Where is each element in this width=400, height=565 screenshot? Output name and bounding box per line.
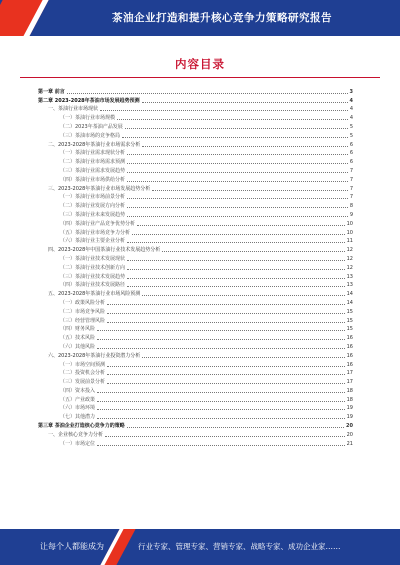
toc-dot-leader	[152, 190, 348, 191]
toc-dot-leader	[127, 269, 345, 270]
toc-entry-text: （三）经营管理风险	[60, 317, 106, 324]
toc-dot-leader	[107, 304, 345, 305]
toc-page-number: 12	[346, 247, 353, 254]
toc-dot-leader	[107, 313, 345, 314]
toc-page-number: 10	[346, 220, 353, 227]
toc-dot-leader	[107, 383, 345, 384]
toc-entry-text: 二、2023-2028年茶油行业市场需求分析	[48, 141, 141, 148]
toc-entry[interactable]	[38, 429, 353, 438]
toc-dot-leader	[127, 242, 345, 243]
toc-entry[interactable]	[38, 350, 353, 359]
toc-dot-leader	[97, 339, 345, 340]
title-divider	[20, 77, 380, 78]
toc-entry-text: 第三章 茶油企业打造核心竞争力的策略	[38, 423, 125, 430]
toc-entry[interactable]	[38, 95, 353, 104]
toc-entry-text: （五）技术风险	[60, 335, 96, 342]
footer-slogan-right: 行业专家、管理专家、营销专家、战略专家、成功企业家……	[138, 542, 341, 551]
toc-entry[interactable]	[38, 324, 353, 333]
toc-entry[interactable]	[38, 121, 353, 130]
toc-entry-text: （一）市场定位	[60, 440, 96, 447]
toc-dot-leader	[127, 207, 348, 208]
toc-entry-text: （一）茶油行业需求现状分析	[60, 150, 126, 157]
toc-entry-text: （一）茶油行业技术发展现状	[60, 255, 126, 262]
toc-dot-leader	[97, 409, 345, 410]
toc-dot-leader	[142, 146, 348, 147]
toc-entry-text: （一）政策风险分析	[60, 299, 106, 306]
toc-entry-text: （六）其他风险	[60, 343, 96, 350]
toc-page-number: 13	[346, 273, 353, 280]
toc-entry[interactable]	[38, 394, 353, 403]
toc-entry-text: （三）茶油市场的竞争格局	[60, 132, 121, 139]
toc-entry[interactable]	[38, 139, 353, 148]
toc-entry-text: 第一章 前言	[38, 88, 65, 95]
toc-entry-text: 第二章 2023-2028年茶油市场发展趋势预测	[38, 97, 140, 104]
toc-entry-text: （六）茶油行业主要企业分析	[60, 238, 126, 245]
toc-title: 内容目录	[175, 57, 225, 71]
toc-page-number: 19	[346, 405, 353, 412]
toc-page-number: 7	[349, 176, 353, 183]
toc-page-number: 12	[346, 264, 353, 271]
toc-entry-text: （三）茶油行业技术发展趋势	[60, 273, 126, 280]
toc-entry-text: 一、茶油行业市场现状	[48, 106, 99, 113]
toc-page-number: 7	[349, 185, 353, 192]
toc-dot-leader	[107, 322, 345, 323]
toc-entry-text: 三、2023-2028年茶油行业市场发展趋势分析	[48, 185, 151, 192]
toc-dot-leader	[127, 278, 345, 279]
toc-page-number: 3	[349, 88, 353, 95]
toc-page-number: 8	[349, 203, 353, 210]
toc-entry[interactable]	[38, 403, 353, 412]
toc-page-number: 20	[346, 431, 353, 438]
toc-entry[interactable]	[38, 341, 353, 350]
toc-dot-leader	[127, 216, 348, 217]
toc-entry-text: （一）茶油行业市场规模	[60, 115, 116, 122]
toc-page-number: 5	[349, 132, 353, 139]
report-title: 茶油企业打造和提升核心竞争力策略研究报告	[112, 12, 332, 24]
toc-entry[interactable]	[38, 104, 353, 113]
toc-page-number: 4	[349, 115, 353, 122]
toc-entry-text: （四）茶油行业技术发展路径	[60, 282, 126, 289]
footer-banner	[0, 529, 400, 565]
toc-page-number: 4	[349, 97, 353, 104]
toc-dot-leader	[127, 286, 345, 287]
toc-entry[interactable]	[38, 209, 353, 218]
toc-page-number: 15	[346, 317, 353, 324]
footer-accent-stripe	[98, 529, 137, 565]
toc-entry[interactable]	[38, 130, 353, 139]
toc-dot-leader	[127, 154, 348, 155]
toc-page-number: 7	[349, 194, 353, 201]
toc-entry-text: （三）发展前景分析	[60, 379, 106, 386]
toc-entry[interactable]	[38, 244, 353, 253]
toc-entry[interactable]	[38, 280, 353, 289]
toc-page-number: 13	[346, 282, 353, 289]
toc-entry-text: （二）茶油行业发展方向分析	[60, 203, 126, 210]
toc-page-number: 10	[346, 229, 353, 236]
toc-dot-leader	[142, 102, 348, 103]
toc-entry-text: （四）资本投入	[60, 387, 96, 394]
toc-dot-leader	[97, 392, 345, 393]
toc-entry[interactable]	[38, 218, 353, 227]
toc-page-number: 14	[346, 291, 353, 298]
toc-entry[interactable]	[38, 420, 353, 429]
toc-entry[interactable]	[38, 148, 353, 157]
toc-page-number: 15	[346, 308, 353, 315]
toc-page-number: 6	[349, 141, 353, 148]
toc-entry-text: （三）茶油行业需求发展趋势	[60, 167, 126, 174]
toc-dot-leader	[107, 366, 345, 367]
toc-dot-leader	[127, 260, 345, 261]
toc-dot-leader	[142, 357, 344, 358]
toc-page-number: 18	[346, 387, 353, 394]
toc-dot-leader	[107, 374, 345, 375]
toc-entry-text: 四、2023-2028年中国茶油行业技术发展趋势分析	[48, 247, 161, 254]
toc-entry-text: （二）茶油行业技术创新方向	[60, 264, 126, 271]
toc-entry-text: 一、企业核心竞争力分析	[48, 431, 104, 438]
toc-entry[interactable]	[38, 359, 353, 368]
toc-entry-text: （二）茶油行业市场需求预测	[60, 159, 126, 166]
toc-entry-text: （五）产业政策	[60, 396, 96, 403]
toc-page-number: 16	[346, 352, 353, 359]
toc-page-number: 17	[346, 379, 353, 386]
toc-dot-leader	[127, 427, 344, 428]
toc-page-number: 19	[346, 414, 353, 421]
toc-dot-leader	[137, 225, 345, 226]
toc-page-number: 12	[346, 255, 353, 262]
toc-entry-text: （二）市场竞争风险	[60, 308, 106, 315]
toc-entry[interactable]	[38, 112, 353, 121]
toc-page-number: 16	[346, 335, 353, 342]
toc-dot-leader	[100, 110, 348, 111]
toc-page-number: 20	[346, 423, 353, 430]
footer-slogan-left: 让每个人都能成为	[40, 542, 104, 551]
toc-page-number: 15	[346, 326, 353, 333]
toc-page-number: 11	[346, 238, 353, 245]
toc-dot-leader	[105, 436, 345, 437]
toc-entry-text: （七）其他潜力	[60, 414, 96, 421]
toc-entry[interactable]	[38, 165, 353, 174]
toc-page-number: 16	[346, 361, 353, 368]
toc-entry-text: （四）财务风险	[60, 326, 96, 333]
toc-dot-leader	[97, 348, 345, 349]
toc-entry-text: 六、2023-2028年茶油行业投资潜力分析	[48, 352, 141, 359]
toc-page-number: 6	[349, 159, 353, 166]
toc-dot-leader	[67, 93, 348, 94]
toc-dot-leader	[127, 181, 348, 182]
toc-entry[interactable]	[38, 332, 353, 341]
toc-entry-text: （五）茶油行业市场竞争力分析	[60, 229, 131, 236]
toc-page-number: 5	[349, 123, 353, 130]
toc-dot-leader	[162, 251, 344, 252]
toc-page-number: 4	[349, 106, 353, 113]
toc-entry[interactable]	[38, 192, 353, 201]
toc-entry-text: 五、2023-2028年茶油行业市场风险预测	[48, 291, 141, 298]
toc-page-number: 14	[346, 299, 353, 306]
toc-page-number: 9	[349, 211, 353, 218]
toc-entry-text: （二）投资机会分析	[60, 370, 106, 377]
toc-entry[interactable]	[38, 200, 353, 209]
toc-dot-leader	[132, 234, 345, 235]
toc-entry-text: （一）市场空间预测	[60, 361, 106, 368]
toc-dot-leader	[97, 445, 345, 446]
toc-entry[interactable]	[38, 376, 353, 385]
toc-entry-text: （三）茶油行业未来发展趋势	[60, 211, 126, 218]
toc-dot-leader	[127, 163, 348, 164]
toc-entry[interactable]	[38, 271, 353, 280]
toc-page-number: 7	[349, 167, 353, 174]
toc-page-number: 18	[346, 396, 353, 403]
toc-entry[interactable]	[38, 385, 353, 394]
toc-dot-leader	[125, 128, 348, 129]
toc-entry[interactable]	[38, 227, 353, 236]
toc-entry[interactable]	[38, 253, 353, 262]
toc-entry[interactable]	[38, 297, 353, 306]
toc-page-number: 21	[346, 440, 353, 447]
toc-entry-text: （二）2023年茶油产品发展	[60, 123, 123, 130]
toc-entry[interactable]	[38, 236, 353, 245]
toc-entry-text: （四）茶油行业市场供给分析	[60, 176, 126, 183]
toc-dot-leader	[127, 172, 348, 173]
toc-dot-leader	[97, 330, 345, 331]
toc-entry[interactable]	[38, 262, 353, 271]
header-banner	[0, 0, 400, 36]
toc-page-number: 16	[346, 343, 353, 350]
toc-entry[interactable]	[38, 306, 353, 315]
toc-entry-text: （六）市场环境	[60, 405, 96, 412]
toc-entry[interactable]	[38, 411, 353, 420]
toc-entry[interactable]	[38, 156, 353, 165]
toc-entry[interactable]	[38, 86, 353, 95]
toc-entry[interactable]	[38, 368, 353, 377]
table-of-contents	[38, 86, 353, 447]
toc-entry[interactable]	[38, 315, 353, 324]
toc-dot-leader	[142, 295, 344, 296]
toc-dot-leader	[127, 198, 348, 199]
toc-dot-leader	[97, 418, 345, 419]
toc-entry-text: （四）茶油行业产品竞争优势分析	[60, 220, 136, 227]
toc-page-number: 17	[346, 370, 353, 377]
toc-dot-leader	[97, 401, 345, 402]
toc-dot-leader	[122, 137, 348, 138]
toc-entry[interactable]	[38, 438, 353, 447]
toc-dot-leader	[117, 119, 348, 120]
toc-entry[interactable]	[38, 174, 353, 183]
toc-page-number: 6	[349, 150, 353, 157]
toc-entry[interactable]	[38, 183, 353, 192]
toc-entry[interactable]	[38, 288, 353, 297]
toc-entry-text: （一）茶油行业市场前景分析	[60, 194, 126, 201]
